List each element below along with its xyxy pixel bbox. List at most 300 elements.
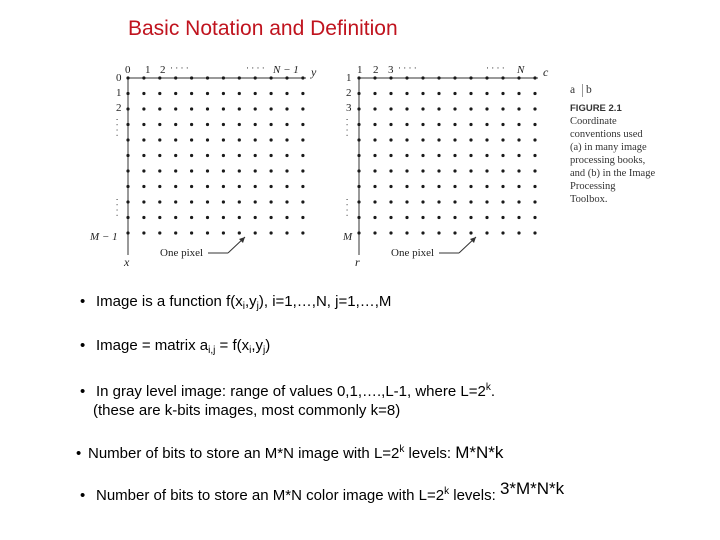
pixel-dot xyxy=(517,185,520,188)
pixel-dot xyxy=(405,107,408,110)
caption-line: (a) in many image xyxy=(570,142,647,153)
pixel-dot xyxy=(158,76,161,79)
panel-b-col-label-1: 2 xyxy=(373,64,379,76)
pixel-dot xyxy=(469,185,472,188)
pixel-dot xyxy=(174,92,177,95)
panel-b-row-label-3: M xyxy=(343,231,353,243)
panel-a-col-label-3: · · · · xyxy=(170,63,189,73)
pixel-dot xyxy=(270,169,273,172)
pixel-dot xyxy=(270,200,273,203)
pixel-dot xyxy=(533,231,536,234)
pixel-dot xyxy=(270,76,273,79)
pixel-dot xyxy=(485,200,488,203)
pixel-dot xyxy=(501,107,504,110)
pixel-dot xyxy=(517,76,520,79)
pixel-dot xyxy=(285,169,288,172)
pixel-dot xyxy=(301,169,304,172)
pixel-dot xyxy=(158,154,161,157)
subscript: j xyxy=(256,301,259,312)
pixel-dot xyxy=(206,138,209,141)
bullet-dot: • xyxy=(76,445,82,462)
bullet-image-function xyxy=(80,293,391,312)
pixel-dot xyxy=(453,92,456,95)
pixel-dot xyxy=(373,169,376,172)
panel-b-row-label-0: 1 xyxy=(346,72,352,84)
pixel-dot xyxy=(453,76,456,79)
pixel-dot xyxy=(238,123,241,126)
pixel-dot xyxy=(373,138,376,141)
pixel-dot xyxy=(270,107,273,110)
pixel-dot xyxy=(501,200,504,203)
pixel-dot xyxy=(517,231,520,234)
pixel-dot xyxy=(389,216,392,219)
bullet-text: Number of bits to store an M*N image with L=2 xyxy=(88,445,400,462)
pixel-dot xyxy=(158,216,161,219)
answer-text: 3*M*N*k xyxy=(499,479,565,498)
pixel-dot xyxy=(501,123,504,126)
pixel-dot xyxy=(190,154,193,157)
pixel-dot xyxy=(270,92,273,95)
pixel-dot xyxy=(206,185,209,188)
panel-a-pixel-label: One pixel xyxy=(160,247,204,259)
pixel-dot xyxy=(437,92,440,95)
pixel-dot xyxy=(373,123,376,126)
pixel-dot xyxy=(453,154,456,157)
pixel-dot xyxy=(517,216,520,219)
bullet-text: ), i=1,…,N, j=1,…,M xyxy=(258,293,392,310)
pixel-dot xyxy=(158,138,161,141)
pixel-dot xyxy=(485,123,488,126)
pixel-dot xyxy=(405,231,408,234)
slide-title: Basic Notation and Definition xyxy=(128,17,398,40)
pixel-dot xyxy=(270,154,273,157)
pixel-dot xyxy=(389,169,392,172)
pixel-dot xyxy=(190,231,193,234)
pixel-dot xyxy=(222,138,225,141)
pixel-dot xyxy=(222,92,225,95)
pixel-dot xyxy=(206,169,209,172)
pixel-dot xyxy=(254,92,257,95)
pixel-dot xyxy=(126,107,129,110)
bullet-text: In gray level image: range of values 0,1,….,L-1, where L=2 xyxy=(96,383,486,400)
pixel-dot xyxy=(206,154,209,157)
pixel-dot xyxy=(453,231,456,234)
bullet-dot: • xyxy=(80,383,86,400)
superscript: k xyxy=(444,486,450,497)
pixel-dot xyxy=(485,231,488,234)
panel-b-row-axis-label: r xyxy=(355,255,360,269)
pixel-dot xyxy=(190,92,193,95)
figure-number: FIGURE 2.1 xyxy=(570,103,622,114)
pixel-dot xyxy=(270,216,273,219)
bullet-text-line2: (these are k-bits images, most commonly k=8) xyxy=(93,402,401,419)
pixel-dot xyxy=(142,76,145,79)
pixel-dot xyxy=(501,216,504,219)
pixel-dot xyxy=(301,92,304,95)
pixel-dot xyxy=(301,123,304,126)
pixel-dot xyxy=(285,216,288,219)
pixel-dot xyxy=(421,123,424,126)
pixel-dot xyxy=(517,200,520,203)
subscript: j xyxy=(263,345,266,356)
pixel-dot xyxy=(389,123,392,126)
pixel-dot xyxy=(421,216,424,219)
pixel-dot xyxy=(254,216,257,219)
panel-letters xyxy=(570,84,680,97)
bullet-text: ) xyxy=(265,337,271,354)
pixel-dot xyxy=(357,76,360,79)
bullet-bits-gray xyxy=(76,443,503,463)
pixel-dot xyxy=(357,169,360,172)
pixel-dot xyxy=(126,169,129,172)
pixel-dot xyxy=(301,185,304,188)
panel-a-col-label-0: 0 xyxy=(125,64,131,76)
superscript: k xyxy=(485,382,491,393)
pixel-dot xyxy=(206,216,209,219)
pixel-dot xyxy=(174,231,177,234)
pixel-dot xyxy=(126,138,129,141)
pixel-dot xyxy=(501,154,504,157)
pixel-dot xyxy=(301,107,304,110)
panel-b-pixel-label: One pixel xyxy=(391,247,435,259)
pixel-dot xyxy=(206,76,209,79)
superscript: k xyxy=(399,444,405,455)
pixel-dot xyxy=(517,92,520,95)
pixel-dot xyxy=(501,138,504,141)
panel-a-row-label-2: 2 xyxy=(116,102,122,114)
pixel-dot xyxy=(421,138,424,141)
pixel-dot xyxy=(254,231,257,234)
pixel-dot xyxy=(222,123,225,126)
pixel-dot xyxy=(301,200,304,203)
pixel-dot xyxy=(533,154,536,157)
pixel-dot xyxy=(437,216,440,219)
pixel-dot xyxy=(158,231,161,234)
caption-line: conventions used xyxy=(570,129,643,140)
pixel-dot xyxy=(453,107,456,110)
pixel-dot xyxy=(158,92,161,95)
pixel-dot xyxy=(373,200,376,203)
panel-b-row-label-2: 3 xyxy=(346,102,352,114)
pixel-dot xyxy=(421,231,424,234)
panel-a-col-label-5: N − 1 xyxy=(273,64,299,76)
pixel-dot xyxy=(485,154,488,157)
panel-letter-a: a xyxy=(570,84,576,96)
pixel-dot xyxy=(517,107,520,110)
pixel-dot xyxy=(190,200,193,203)
pixel-dot xyxy=(357,92,360,95)
pixel-dot xyxy=(453,200,456,203)
caption-line: processing books, xyxy=(570,155,646,166)
pixel-dot xyxy=(405,92,408,95)
pixel-dot xyxy=(270,185,273,188)
pixel-dot xyxy=(174,169,177,172)
pixel-dot xyxy=(533,92,536,95)
pixel-dot xyxy=(285,185,288,188)
pixel-dot xyxy=(469,107,472,110)
pixel-dot xyxy=(174,138,177,141)
pixel-dot xyxy=(453,138,456,141)
pixel-dot xyxy=(501,231,504,234)
pixel-dot xyxy=(373,107,376,110)
pixel-dot xyxy=(389,92,392,95)
pixel-dot xyxy=(222,76,225,79)
panel-b-col-label-5: N xyxy=(517,64,525,76)
pixel-dot xyxy=(190,123,193,126)
pixel-dot xyxy=(206,200,209,203)
pixel-dot xyxy=(222,216,225,219)
pixel-dot xyxy=(238,92,241,95)
pixel-dot xyxy=(190,169,193,172)
pixel-dot xyxy=(158,107,161,110)
bullet-dot: • xyxy=(80,337,86,354)
pixel-dot xyxy=(421,169,424,172)
pixel-dot xyxy=(373,92,376,95)
pixel-dot xyxy=(373,185,376,188)
pixel-dot xyxy=(405,200,408,203)
pixel-dot xyxy=(405,169,408,172)
pixel-dot xyxy=(190,185,193,188)
bullet-text: ,y xyxy=(244,293,257,310)
pixel-dot xyxy=(485,169,488,172)
pixel-dot xyxy=(357,185,360,188)
pixel-dot xyxy=(270,123,273,126)
bullet-text: ,y xyxy=(251,337,264,354)
pixel-dot xyxy=(517,123,520,126)
pixel-dot xyxy=(285,123,288,126)
pixel-dot xyxy=(421,154,424,157)
panel-a-row-ellipsis-top: · · · · xyxy=(112,118,122,137)
pixel-dot xyxy=(285,231,288,234)
pixel-dot xyxy=(174,200,177,203)
caption-line: Coordinate xyxy=(570,116,617,127)
pixel-dot xyxy=(254,76,257,79)
pixel-dot xyxy=(421,76,424,79)
pixel-dot xyxy=(421,185,424,188)
pixel-dot xyxy=(238,231,241,234)
pixel-dot xyxy=(126,154,129,157)
pixel-dot xyxy=(501,92,504,95)
pixel-dot xyxy=(142,123,145,126)
bullet-dot: • xyxy=(80,487,86,504)
pixel-dot xyxy=(389,107,392,110)
pixel-dot xyxy=(469,231,472,234)
pixel-dot xyxy=(142,107,145,110)
pixel-dot xyxy=(357,123,360,126)
pixel-dot xyxy=(238,76,241,79)
pixel-dot xyxy=(158,185,161,188)
pixel-dot xyxy=(437,169,440,172)
pixel-dot xyxy=(533,185,536,188)
pixel-dot xyxy=(238,154,241,157)
pixel-dot xyxy=(453,185,456,188)
pixel-dot xyxy=(405,154,408,157)
pixel-dot xyxy=(301,138,304,141)
subscript: i xyxy=(242,301,245,312)
figure-caption xyxy=(570,84,680,206)
pixel-dot xyxy=(485,92,488,95)
pixel-dot xyxy=(285,107,288,110)
pixel-dot xyxy=(405,216,408,219)
panel-b-col-axis-label: c xyxy=(543,65,549,79)
pixel-dot xyxy=(469,169,472,172)
pixel-dot xyxy=(301,216,304,219)
pixel-dot xyxy=(206,107,209,110)
pixel-dot xyxy=(437,200,440,203)
panel-a-row-label-0: 0 xyxy=(116,72,122,84)
panel-a-row-ellipsis-bottom: · · · · xyxy=(112,198,122,217)
bullet-dot: • xyxy=(80,293,86,310)
pixel-dot xyxy=(533,216,536,219)
panel-b-row-ellipsis-bottom: · · · · xyxy=(342,198,352,217)
pixel-dot xyxy=(190,107,193,110)
pixel-dot xyxy=(485,107,488,110)
pixel-dot xyxy=(285,92,288,95)
pixel-dot xyxy=(126,216,129,219)
pixel-dot xyxy=(285,200,288,203)
bullet-image-matrix xyxy=(80,337,270,356)
panel-a-col-label-4: · · · · xyxy=(246,63,265,73)
pixel-dot xyxy=(142,216,145,219)
pixel-dot xyxy=(142,138,145,141)
pixel-dot xyxy=(357,231,360,234)
panel-a-row-label-3: M − 1 xyxy=(90,231,118,243)
bullet-text: levels: xyxy=(404,445,456,462)
pixel-dot xyxy=(533,107,536,110)
pixel-dot xyxy=(453,216,456,219)
pixel-dot xyxy=(533,200,536,203)
pixel-dot xyxy=(222,231,225,234)
pixel-dot xyxy=(517,138,520,141)
bullet-gray-level xyxy=(80,378,495,420)
pixel-dot xyxy=(421,200,424,203)
pixel-dot xyxy=(142,92,145,95)
pixel-dot xyxy=(254,200,257,203)
pixel-dot xyxy=(405,138,408,141)
pixel-dot xyxy=(142,169,145,172)
pixel-dot xyxy=(254,123,257,126)
pixel-dot xyxy=(126,92,129,95)
pixel-dot xyxy=(142,154,145,157)
panel-a-col-label-2: 2 xyxy=(160,64,166,76)
pixel-dot xyxy=(206,231,209,234)
pixel-dot xyxy=(405,123,408,126)
pixel-dot xyxy=(206,92,209,95)
pixel-dot xyxy=(158,200,161,203)
pixel-dot xyxy=(373,231,376,234)
pixel-dot xyxy=(357,200,360,203)
panel-a xyxy=(89,63,317,269)
pixel-dot xyxy=(285,154,288,157)
panel-a-col-label-1: 1 xyxy=(145,64,151,76)
pixel-dot xyxy=(517,169,520,172)
caption-line: Toolbox. xyxy=(570,194,608,205)
pixel-dot xyxy=(389,76,392,79)
pixel-dot xyxy=(126,76,129,79)
pixel-dot xyxy=(174,123,177,126)
pixel-dot xyxy=(437,185,440,188)
pixel-dot xyxy=(174,107,177,110)
pixel-dot xyxy=(190,138,193,141)
pixel-dot xyxy=(142,231,145,234)
pixel-dot xyxy=(301,231,304,234)
panel-a-row-axis-label: x xyxy=(124,255,130,269)
pixel-dot xyxy=(389,231,392,234)
pixel-dot xyxy=(254,154,257,157)
bullet-text: Image = matrix a xyxy=(96,337,209,354)
pixel-dot xyxy=(270,231,273,234)
pixel-dot xyxy=(421,92,424,95)
bullet-text: levels: xyxy=(449,487,500,504)
bullet-text: = f(x xyxy=(215,337,250,354)
bullet-text: Number of bits to store an M*N color image with L=2 xyxy=(96,487,445,504)
caption-line: and (b) in the Image Processing xyxy=(570,168,656,192)
pixel-dot xyxy=(158,123,161,126)
panel-b-row-ellipsis-top: · · · · xyxy=(342,118,352,137)
subscript: i xyxy=(249,345,252,356)
pixel-dot xyxy=(126,185,129,188)
pixel-dot xyxy=(357,216,360,219)
panel-b-col-label-4: · · · · xyxy=(486,63,505,73)
pixel-dot xyxy=(485,76,488,79)
panel-a-row-label-1: 1 xyxy=(116,87,122,99)
pixel-dot xyxy=(501,76,504,79)
pixel-dot xyxy=(485,138,488,141)
pixel-dot xyxy=(174,76,177,79)
pixel-dot xyxy=(254,169,257,172)
pixel-dot xyxy=(373,216,376,219)
panel-a-pixel-grid xyxy=(126,76,304,234)
pixel-dot xyxy=(126,231,129,234)
pixel-dot xyxy=(373,154,376,157)
pixel-dot xyxy=(126,200,129,203)
pixel-dot xyxy=(174,154,177,157)
bullet-text: Image is a function f(x xyxy=(96,293,243,310)
pixel-dot xyxy=(533,76,536,79)
pixel-dot xyxy=(238,169,241,172)
pixel-dot xyxy=(222,169,225,172)
bullet-bits-color xyxy=(80,479,565,505)
panel-letter-b: b xyxy=(582,84,598,97)
pixel-dot xyxy=(222,185,225,188)
pixel-dot xyxy=(285,138,288,141)
bullet-text: . xyxy=(490,383,495,400)
pixel-dot xyxy=(469,138,472,141)
pixel-dot xyxy=(469,216,472,219)
pixel-dot xyxy=(437,76,440,79)
pixel-dot xyxy=(453,169,456,172)
panel-b-col-label-0: 1 xyxy=(357,64,363,76)
pixel-dot xyxy=(238,200,241,203)
pixel-dot xyxy=(190,216,193,219)
pixel-dot xyxy=(373,76,376,79)
pixel-dot xyxy=(238,138,241,141)
pixel-dot xyxy=(357,154,360,157)
pixel-dot xyxy=(238,107,241,110)
pixel-dot xyxy=(533,123,536,126)
pixel-dot xyxy=(533,138,536,141)
pixel-dot xyxy=(469,123,472,126)
pixel-dot xyxy=(254,185,257,188)
pixel-dot xyxy=(142,200,145,203)
pixel-dot xyxy=(222,107,225,110)
pixel-dot xyxy=(405,185,408,188)
pixel-dot xyxy=(222,154,225,157)
answer-text: M*N*k xyxy=(455,443,504,462)
pixel-dot xyxy=(501,185,504,188)
pixel-dot xyxy=(453,123,456,126)
pixel-dot xyxy=(126,123,129,126)
